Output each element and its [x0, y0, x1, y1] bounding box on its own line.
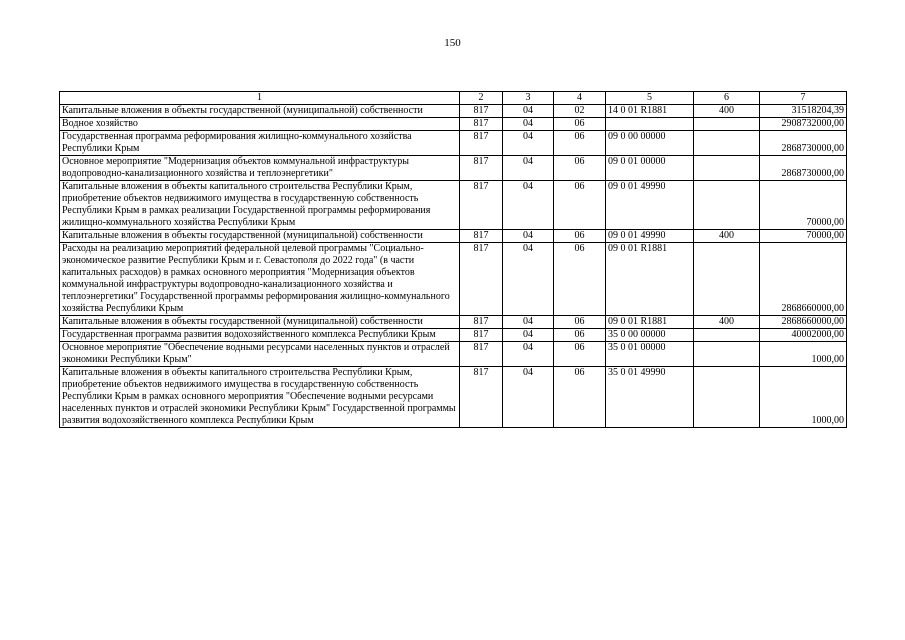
row-expense-type — [694, 131, 760, 156]
column-header: 4 — [554, 92, 606, 105]
row-expense-type — [694, 118, 760, 131]
table-row — [60, 243, 847, 316]
row-amount: 2868660000,00 — [760, 243, 847, 316]
row-expense-type: 400 — [694, 105, 760, 118]
row-subsection-code: 06 — [554, 367, 606, 428]
row-target-code: 09 0 01 49990 — [606, 181, 694, 230]
row-expense-type — [694, 181, 760, 230]
row-target-code: 09 0 01 R1881 — [606, 316, 694, 329]
row-subsection-code: 06 — [554, 118, 606, 131]
row-amount: 1000,00 — [760, 367, 847, 428]
row-target-code: 09 0 01 49990 — [606, 230, 694, 243]
row-amount: 2868660000,00 — [760, 316, 847, 329]
row-section-code: 04 — [503, 342, 554, 367]
row-name: Государственная программа развития водохозяйственного комплекса Республики Крым — [60, 329, 460, 342]
row-target-code: 09 0 00 00000 — [606, 131, 694, 156]
column-header: 6 — [694, 92, 760, 105]
row-name: Государственная программа реформирования жилищно-коммунального хозяйства Республики Крым — [60, 131, 460, 156]
row-subsection-code: 06 — [554, 342, 606, 367]
row-amount: 70000,00 — [760, 181, 847, 230]
table-row — [60, 230, 847, 243]
row-name: Расходы на реализацию мероприятий федеральной целевой программы "Социально-экономическое развитие Республики Крым и г. Севастополя до 2022 года" (в части капитальных расходов) в рамках основного мероприятия "Модернизация объектов коммунальной инфраструктуры водопроводно-канализационного хозяйства и теплоэнергетики" Государственной программы реформирования жилищно-коммунального хозяйства Республики Крым — [60, 243, 460, 316]
column-header: 7 — [760, 92, 847, 105]
row-name: Капитальные вложения в объекты капитального строительства Республики Крым, приобретение объектов недвижимого имущества в государственную собственность Республики Крым в рамках основного мероприятия "Обеспечение водными ресурсами населенных пунктов и отраслей экономики Республики Крым" Государственной программы развития водохозяйственного комплекса Республики Крым — [60, 367, 460, 428]
row-name: Основное мероприятие "Модернизация объектов коммунальной инфраструктуры водопроводно-канализационного хозяйства и теплоэнергетики" — [60, 156, 460, 181]
row-target-code: 09 0 01 00000 — [606, 156, 694, 181]
row-section-code: 04 — [503, 181, 554, 230]
row-admin-code: 817 — [460, 316, 503, 329]
table-row — [60, 316, 847, 329]
row-admin-code: 817 — [460, 342, 503, 367]
column-header: 2 — [460, 92, 503, 105]
row-expense-type: 400 — [694, 230, 760, 243]
row-target-code: 14 0 01 R1881 — [606, 105, 694, 118]
row-target-code: 35 0 01 00000 — [606, 342, 694, 367]
table-row — [60, 342, 847, 367]
column-header: 5 — [606, 92, 694, 105]
row-admin-code: 817 — [460, 243, 503, 316]
row-admin-code: 817 — [460, 230, 503, 243]
page-number: 150 — [444, 37, 461, 49]
row-subsection-code: 02 — [554, 105, 606, 118]
row-name: Водное хозяйство — [60, 118, 460, 131]
row-section-code: 04 — [503, 367, 554, 428]
row-expense-type — [694, 342, 760, 367]
row-admin-code: 817 — [460, 105, 503, 118]
column-header: 1 — [60, 92, 460, 105]
row-name: Капитальные вложения в объекты капитального строительства Республики Крым, приобретение объектов недвижимого имущества в государственную собственность Республики Крым в рамках реализации Государственной программы реформирования жилищно-коммунального хозяйства Республики Крым — [60, 181, 460, 230]
row-subsection-code: 06 — [554, 181, 606, 230]
table-row — [60, 105, 847, 118]
table-row — [60, 367, 847, 428]
row-amount: 70000,00 — [760, 230, 847, 243]
row-section-code: 04 — [503, 243, 554, 316]
row-name: Капитальные вложения в объекты государственной (муниципальной) собственности — [60, 316, 460, 329]
row-section-code: 04 — [503, 230, 554, 243]
row-subsection-code: 06 — [554, 329, 606, 342]
budget-table — [59, 91, 847, 428]
row-amount: 1000,00 — [760, 342, 847, 367]
row-section-code: 04 — [503, 316, 554, 329]
row-subsection-code: 06 — [554, 230, 606, 243]
row-expense-type — [694, 156, 760, 181]
row-subsection-code: 06 — [554, 316, 606, 329]
row-admin-code: 817 — [460, 156, 503, 181]
row-section-code: 04 — [503, 156, 554, 181]
row-target-code: 09 0 01 R1881 — [606, 243, 694, 316]
row-amount: 2868730000,00 — [760, 131, 847, 156]
table-row — [60, 118, 847, 131]
table-row — [60, 131, 847, 156]
row-admin-code: 817 — [460, 118, 503, 131]
row-amount: 40002000,00 — [760, 329, 847, 342]
row-subsection-code: 06 — [554, 131, 606, 156]
row-amount: 31518204,39 — [760, 105, 847, 118]
row-section-code: 04 — [503, 131, 554, 156]
row-section-code: 04 — [503, 118, 554, 131]
row-expense-type — [694, 329, 760, 342]
row-target-code — [606, 118, 694, 131]
row-subsection-code: 06 — [554, 243, 606, 316]
row-section-code: 04 — [503, 105, 554, 118]
table-row — [60, 181, 847, 230]
row-section-code: 04 — [503, 329, 554, 342]
table-header-row — [60, 92, 847, 105]
row-subsection-code: 06 — [554, 156, 606, 181]
row-admin-code: 817 — [460, 181, 503, 230]
row-expense-type — [694, 243, 760, 316]
column-header: 3 — [503, 92, 554, 105]
row-amount: 2908732000,00 — [760, 118, 847, 131]
row-expense-type — [694, 367, 760, 428]
row-admin-code: 817 — [460, 131, 503, 156]
table-row — [60, 329, 847, 342]
row-target-code: 35 0 01 49990 — [606, 367, 694, 428]
row-amount: 2868730000,00 — [760, 156, 847, 181]
row-name: Основное мероприятие "Обеспечение водными ресурсами населенных пунктов и отраслей экономики Республики Крым" — [60, 342, 460, 367]
row-name: Капитальные вложения в объекты государственной (муниципальной) собственности — [60, 230, 460, 243]
row-name: Капитальные вложения в объекты государственной (муниципальной) собственности — [60, 105, 460, 118]
table-row — [60, 156, 847, 181]
row-target-code: 35 0 00 00000 — [606, 329, 694, 342]
row-expense-type: 400 — [694, 316, 760, 329]
row-admin-code: 817 — [460, 329, 503, 342]
row-admin-code: 817 — [460, 367, 503, 428]
